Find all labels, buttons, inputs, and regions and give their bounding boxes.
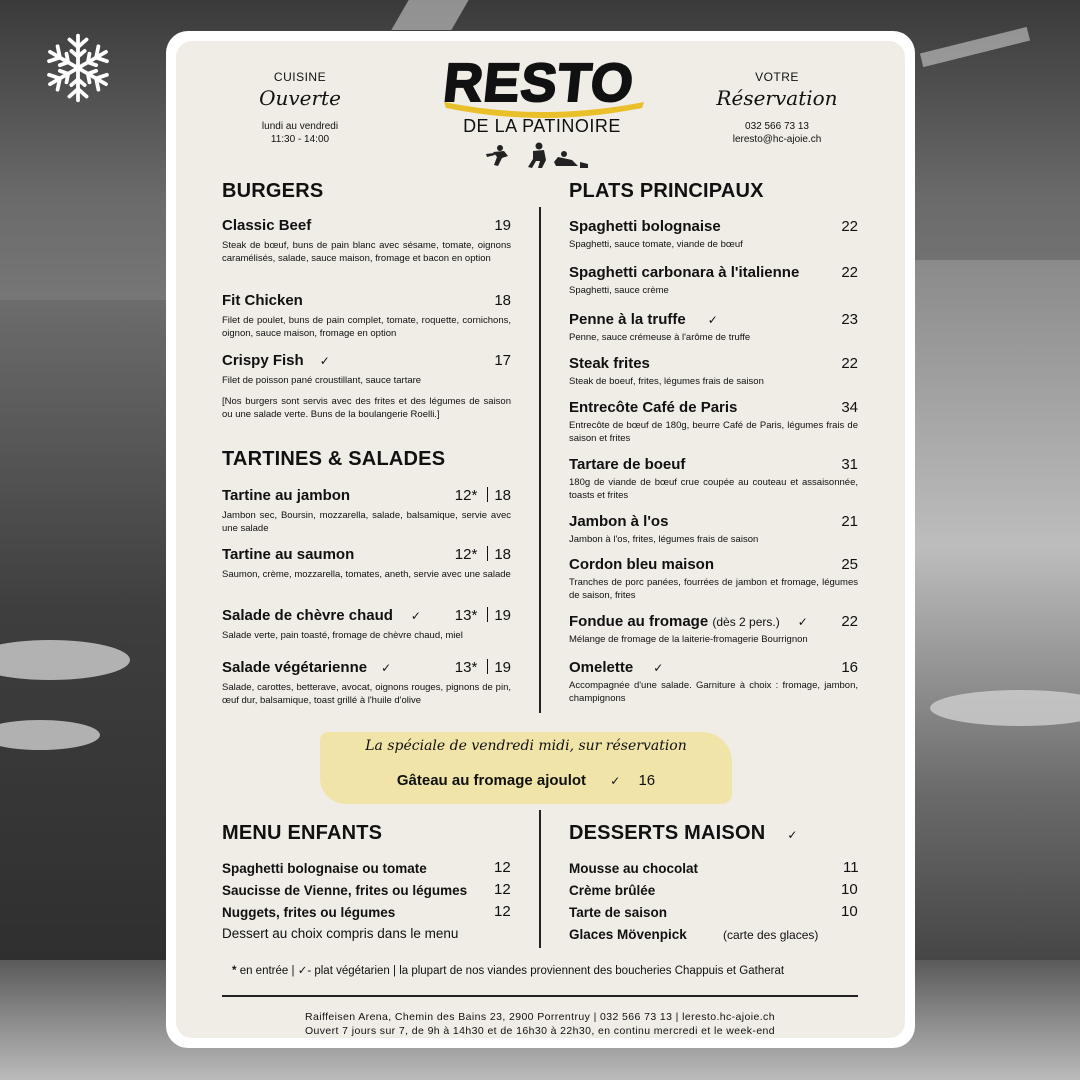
vegetarian-icon: ✓ <box>653 661 664 675</box>
item-desc: Penne, sauce crémeuse à l'arôme de truffe <box>569 332 751 343</box>
logo-sub-text: DE LA PATINOIRE <box>463 116 621 136</box>
item-price: 22 <box>841 613 858 630</box>
menu-item-plat <box>569 218 858 252</box>
menu-item-plat <box>569 311 858 345</box>
item-desc: Accompagnée d'une salade. Garniture à choix : fromage, jambon, champignons <box>569 680 858 704</box>
item-name: Fondue au fromage <box>569 613 709 630</box>
menu-item-fit-chicken <box>222 292 511 340</box>
item-name: Salade de chèvre chaud <box>222 607 393 624</box>
kids-item: Nuggets, frites ou légumes <box>222 905 396 920</box>
vegetarian-icon: ✓ <box>707 313 718 327</box>
item-desc: Mélange de fromage de la laiterie-fromagerie Bourrignon <box>569 634 808 645</box>
item-name: Steak frites <box>569 355 650 372</box>
special-heading: La spéciale de vendredi midi, sur réservation <box>365 738 687 754</box>
vegetarian-icon: ✓ <box>297 965 308 977</box>
legend-footnote: * en entrée | ✓- plat végétarien | la plupart de nos viandes proviennent des boucheries Chappuis et Gatherat <box>232 965 785 977</box>
item-price: 23 <box>841 311 858 328</box>
reservation-block <box>692 70 862 146</box>
item-name: Omelette <box>569 659 634 676</box>
item-name: Gâteau au fromage ajoulot <box>396 772 587 789</box>
snowflake-icon <box>40 30 116 106</box>
ouverte-label: Ouverte <box>259 86 341 110</box>
contact-text <box>692 120 862 146</box>
item-name: Fit Chicken <box>222 292 303 309</box>
item-desc: Filet de poulet, buns de pain complet, tomate, roquette, cornichons, oignon, sauce maison, fromage en option <box>222 315 511 339</box>
item-price: 31 <box>841 456 858 473</box>
vegetarian-icon: ✓ <box>797 615 808 629</box>
vegetarian-icon: ✓ <box>410 609 421 623</box>
star-symbol: * <box>232 965 237 977</box>
section-title-plats: PLATS PRINCIPAUX <box>569 180 764 202</box>
dining-area-right <box>910 260 1080 1080</box>
item-name: Tartine au saumon <box>222 546 355 563</box>
item-desc: Steak de bœuf, buns de pain blanc avec sésame, tomate, oignons caramélisés, salade, sauce maison, fromage et bacon en option <box>222 240 511 264</box>
menu-item-plat <box>569 513 858 547</box>
section-title-enfants: MENU ENFANTS <box>222 822 383 844</box>
item-price: 13* 19 <box>454 607 511 624</box>
item-name: Crispy Fish <box>222 352 304 369</box>
item-price: 11 <box>843 859 859 876</box>
item-price: 12 <box>494 903 511 920</box>
menu-item-plat <box>569 613 858 647</box>
menu-item-plat <box>569 659 858 705</box>
opening-hours-block <box>215 70 385 146</box>
votre-label: VOTRE <box>755 70 799 84</box>
menu-item-tartine-saumon <box>222 546 511 582</box>
footer-address: Raiffeisen Arena, Chemin des Bains 23, 2900 Porrentruy | 032 566 73 13 | leresto.hc-ajoie.ch Ouvert 7 jours sur 7, de 9h à 14h30 et de 16h30 à 22h30, en continu mercredi et le week-end <box>304 1011 776 1037</box>
item-desc: Filet de poisson pané croustillant, sauce tartare <box>222 375 422 386</box>
column-divider <box>539 810 541 948</box>
friday-special-banner <box>320 732 732 804</box>
dessert-item: Crème brûlée <box>569 883 656 898</box>
item-price: 10 <box>841 903 858 920</box>
item-name: Salade végétarienne <box>222 659 368 676</box>
item-price: 22 <box>841 355 858 372</box>
dessert-item: Tarte de saison <box>569 905 668 920</box>
item-name: Tartare de boeuf <box>569 456 686 473</box>
kids-item: Saucisse de Vienne, frites ou légumes <box>222 883 468 898</box>
menu-item-plat <box>569 556 858 602</box>
item-price: 17 <box>494 352 511 369</box>
item-name: Jambon à l'os <box>569 513 669 530</box>
item-price: 18 <box>494 292 511 309</box>
menu-item-classic-beef <box>222 217 511 265</box>
item-price: 22 <box>841 218 858 235</box>
item-name: Spaghetti bolognaise <box>569 218 721 235</box>
item-name: Classic Beef <box>222 217 312 234</box>
item-desc: Steak de boeuf, frites, légumes frais de saison <box>569 376 764 387</box>
vegetarian-icon: ✓ <box>610 774 621 788</box>
item-price: 34 <box>841 399 858 416</box>
item-name: Entrecôte Café de Paris <box>569 399 738 416</box>
item-desc: Jambon à l'os, frites, légumes frais de saison <box>569 534 759 545</box>
footer-divider <box>222 995 858 997</box>
item-extra: (dès 2 pers.) <box>712 615 780 629</box>
item-price: 10 <box>841 881 858 898</box>
item-name: Cordon bleu maison <box>569 556 715 573</box>
item-price: 22 <box>841 264 858 281</box>
kids-note: Dessert au choix compris dans le menu <box>222 926 459 941</box>
email-link[interactable]: leresto@hc-ajoie.ch <box>732 134 822 145</box>
item-price: 12 <box>494 859 511 876</box>
kids-item: Spaghetti bolognaise ou tomate <box>222 861 427 876</box>
menu-item-plat <box>569 456 858 502</box>
column-divider <box>539 207 541 713</box>
item-desc: Salade, carottes, betterave, avocat, oignons rouges, pignons de pin, œuf dur, balsamique, toast grillé à l'huile d'olive <box>222 682 511 706</box>
item-price: 12* 18 <box>454 546 511 563</box>
cuisine-label: CUISINE <box>273 70 327 84</box>
item-desc: Tranches de porc panées, fourrées de jambon et fromage, légumes de saison, frites <box>569 577 858 601</box>
item-price: 21 <box>841 513 858 530</box>
item-price: 16 <box>638 772 656 789</box>
burgers-note: [Nos burgers sont servis avec des frites et des légumes de saison ou une salade verte. Buns de la boulangerie Roelli.] <box>222 396 511 420</box>
resto-logo <box>438 44 648 174</box>
item-desc: Saumon, crème, mozzarella, tomates, aneth, servie avec une salade <box>222 569 511 580</box>
item-desc: Jambon sec, Boursin, mozzarella, salade, balsamique, servie avec une salade <box>222 510 511 534</box>
item-price: 13* 19 <box>454 659 511 676</box>
menu-item-salade-chevre <box>222 607 511 643</box>
item-name: Tartine au jambon <box>222 487 351 504</box>
menu-item-plat <box>569 399 858 445</box>
item-desc: Spaghetti, sauce crème <box>569 285 669 296</box>
dessert-extra: (carte des glaces) <box>723 928 819 942</box>
vegetarian-icon: ✓ <box>787 828 798 842</box>
dessert-item: Glaces Mövenpick <box>569 927 687 942</box>
item-desc: Entrecôte de bœuf de 180g, beurre Café de Paris, légumes frais de saison et frites <box>569 420 858 444</box>
item-name: Spaghetti carbonara à l'italienne <box>569 264 800 281</box>
section-title-desserts: DESSERTS MAISON ✓ <box>569 822 798 844</box>
vegetarian-icon: ✓ <box>319 354 330 368</box>
menu-item-plat <box>569 264 858 298</box>
special-item <box>320 772 732 789</box>
item-price: 12 <box>494 881 511 898</box>
section-title-tartines: TARTINES & SALADES <box>222 448 446 470</box>
item-price: 12* 18 <box>454 487 511 504</box>
item-price: 16 <box>841 659 858 676</box>
menu-item-plat <box>569 355 858 389</box>
item-price: 19 <box>494 217 511 234</box>
dessert-item: Mousse au chocolat <box>569 861 699 876</box>
menu-item-crispy-fish <box>222 352 511 388</box>
item-desc: 180g de viande de bœuf crue coupée au couteau et assaisonnée, toasts et frites <box>569 477 858 501</box>
hours-text: lundi au vendredi 11:30 - 14:00 <box>261 121 339 145</box>
menu-item-salade-vegetarienne <box>222 659 511 707</box>
reservation-label: Réservation <box>716 86 838 110</box>
item-desc: Spaghetti, sauce tomate, viande de bœuf <box>569 239 743 250</box>
item-name: Penne à la truffe <box>569 311 686 328</box>
section-title-burgers: BURGERS <box>222 180 324 202</box>
item-price: 25 <box>841 556 858 573</box>
vegetarian-icon: ✓ <box>381 661 392 675</box>
logo-main-text: RESTO <box>440 53 638 113</box>
skaters-icon <box>486 143 588 169</box>
item-desc: Salade verte, pain toasté, fromage de chèvre chaud, miel <box>222 630 463 641</box>
menu-item-tartine-jambon <box>222 487 511 535</box>
phone-link[interactable]: 032 566 73 13 <box>745 121 809 132</box>
